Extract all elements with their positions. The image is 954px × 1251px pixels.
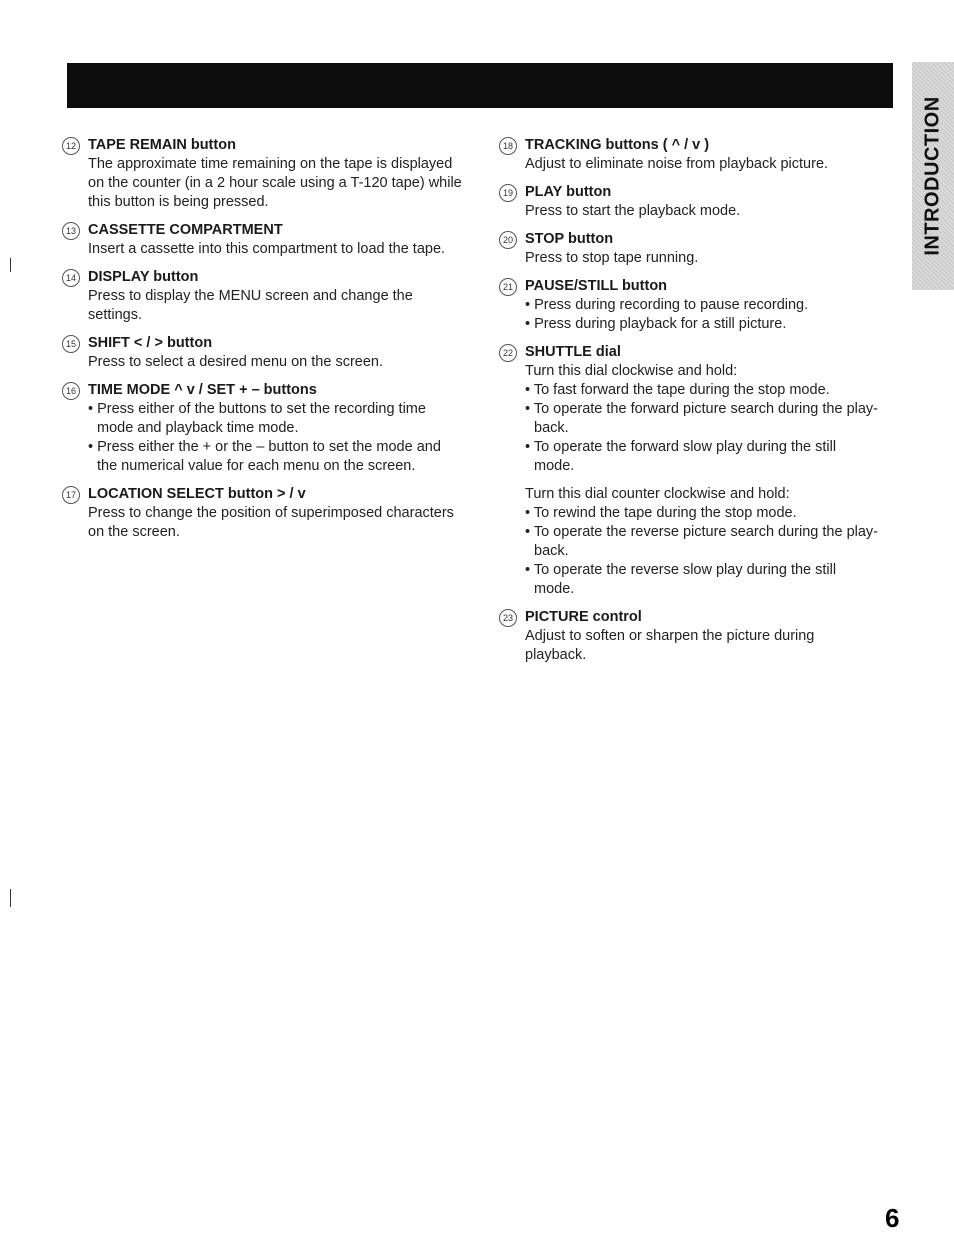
margin-mark (10, 889, 11, 907)
callout-heading (499, 277, 879, 296)
callout-description (62, 504, 462, 542)
callout-heading (62, 485, 462, 504)
callout-title: SHIFT < / > button (88, 335, 213, 351)
callout-heading (62, 381, 462, 400)
callout-number: 16 (62, 382, 80, 400)
description-line: Turn this dial clockwise and hold: (525, 363, 738, 379)
callout-description (62, 353, 462, 372)
margin-mark (10, 258, 11, 272)
description-line: Press to display the MENU screen and change the settings. (88, 288, 413, 323)
callout-description (62, 287, 462, 325)
description-line: • To fast forward the tape during the stop mode. (525, 382, 830, 398)
callout-number: 13 (62, 222, 80, 240)
description-line: The approximate time remaining on the tape is displayed on the counter (in a 2 hour scale using a T-120 tape) while this button is being pressed. (88, 156, 462, 210)
paragraph-gap (525, 476, 879, 485)
callout-heading (499, 608, 879, 627)
callout-number: 20 (499, 231, 517, 249)
callout-heading (62, 334, 462, 353)
description-line: Insert a cassette into this compartment to load the tape. (88, 241, 446, 257)
callout-item (499, 277, 879, 334)
description-line: • To operate the forward picture search during the play-back. (525, 401, 879, 436)
callout-number: 17 (62, 486, 80, 504)
callout-item (499, 230, 879, 268)
callout-item (499, 343, 879, 599)
callout-title: PLAY button (525, 184, 612, 200)
description-line: • Press during playback for a still picture. (525, 316, 787, 332)
callout-title: SHUTTLE dial (525, 344, 621, 360)
callout-title: PAUSE/STILL button (525, 278, 668, 294)
callout-description (499, 155, 879, 174)
callout-number: 14 (62, 269, 80, 287)
description-line: • Press during recording to pause recording. (525, 297, 809, 313)
callout-heading (499, 183, 879, 202)
callout-description (499, 627, 879, 665)
callout-item (62, 334, 462, 372)
callout-description (499, 249, 879, 268)
callout-title: TRACKING buttons ( ^ / v ) (525, 137, 710, 153)
callout-item (499, 183, 879, 221)
callout-title: STOP button (525, 231, 614, 247)
description-line: • Press either the + or the – button to set the mode and the numerical value for each menu on the screen. (88, 439, 441, 474)
section-tab (912, 62, 954, 290)
callout-description (499, 362, 879, 599)
callout-number: 12 (62, 137, 80, 155)
left-column (62, 136, 462, 551)
description-line: Adjust to eliminate noise from playback picture. (525, 156, 829, 172)
description-line: • To operate the reverse slow play during the still mode. (525, 562, 837, 597)
callout-number: 21 (499, 278, 517, 296)
description-line: Press to start the playback mode. (525, 203, 741, 219)
callout-item (62, 485, 462, 542)
callout-description (62, 400, 462, 476)
callout-item (499, 136, 879, 174)
section-tab-label: INTRODUCTION (921, 96, 944, 256)
callout-number: 15 (62, 335, 80, 353)
header-bar (67, 63, 893, 108)
description-line: Press to select a desired menu on the screen. (88, 354, 383, 370)
callout-title: PICTURE control (525, 609, 642, 625)
description-line: Turn this dial counter clockwise and hold: (525, 486, 790, 502)
page-number: 6 (885, 1203, 900, 1233)
description-line: Adjust to soften or sharpen the picture during playback. (525, 628, 815, 663)
description-line: • Press either of the buttons to set the recording time mode and playback time mode. (88, 401, 426, 436)
callout-heading (499, 230, 879, 249)
callout-heading (499, 343, 879, 362)
callout-heading (62, 268, 462, 287)
callout-title: TAPE REMAIN button (88, 137, 236, 153)
callout-number: 23 (499, 609, 517, 627)
description-line: Press to change the position of superimposed characters on the screen. (88, 505, 454, 540)
callout-number: 22 (499, 344, 517, 362)
callout-heading (62, 136, 462, 155)
callout-title: CASSETTE COMPARTMENT (88, 222, 283, 238)
callout-item (62, 136, 462, 212)
callout-description (62, 240, 462, 259)
callout-title: TIME MODE ^ v / SET + – buttons (88, 382, 317, 398)
callout-description (499, 296, 879, 334)
callout-item (62, 221, 462, 259)
description-line: Press to stop tape running. (525, 250, 699, 266)
description-line: • To operate the reverse picture search during the play-back. (525, 524, 879, 559)
callout-item (62, 381, 462, 476)
callout-heading (499, 136, 879, 155)
callout-number: 19 (499, 184, 517, 202)
callout-item (62, 268, 462, 325)
description-line: • To operate the forward slow play during the still mode. (525, 439, 837, 474)
callout-title: DISPLAY button (88, 269, 199, 285)
right-column (499, 136, 879, 674)
callout-description (62, 155, 462, 212)
callout-number: 18 (499, 137, 517, 155)
callout-description (499, 202, 879, 221)
callout-item (499, 608, 879, 665)
callout-title: LOCATION SELECT button > / v (88, 486, 306, 502)
callout-heading (62, 221, 462, 240)
description-line: • To rewind the tape during the stop mode. (525, 505, 797, 521)
